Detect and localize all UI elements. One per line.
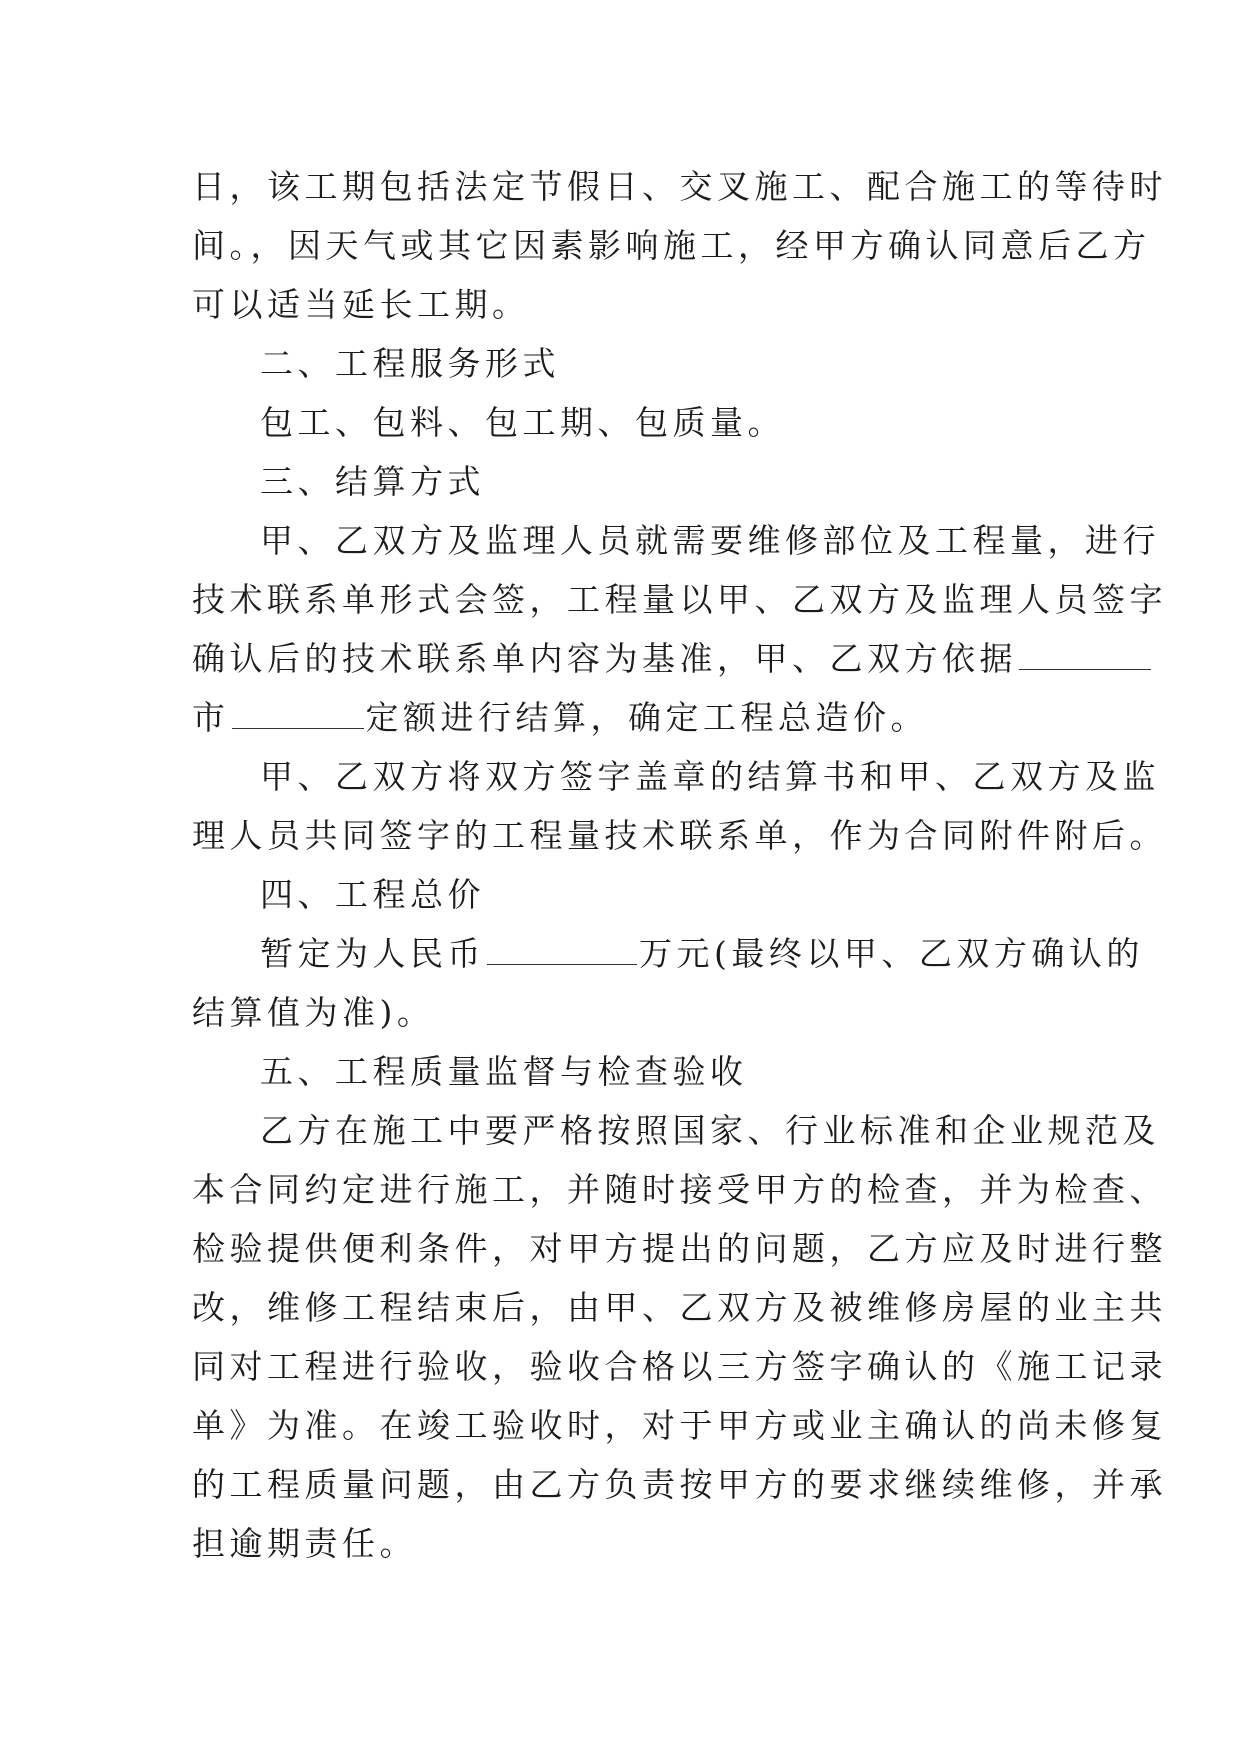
paragraph-text: 定额进行结算，确定工程总造价。 <box>365 698 928 737</box>
paragraph-line: 甲、乙双方将双方签字盖章的结算书和甲、乙双方及监 <box>260 757 1160 796</box>
paragraph-line: 日，该工期包括法定节假日、交叉施工、配合施工的等待时 <box>192 167 1167 206</box>
section-heading-service-form: 二、工程服务形式 <box>260 344 560 383</box>
paragraph-line: 本合同约定进行施工，并随时接受甲方的检查，并为检查、 <box>192 1170 1167 1209</box>
paragraph-line: 间。，因天气或其它因素影响施工，经甲方确认同意后乙方 <box>192 226 1151 265</box>
paragraph-line: 检验提供便利条件，对甲方提出的问题，乙方应及时进行整 <box>192 1229 1167 1268</box>
paragraph-line: 单》为准。在竣工验收时，对于甲方或业主确认的尚未修复 <box>192 1406 1167 1445</box>
paragraph-line: 同对工程进行验收，验收合格以三方签字确认的《施工记录 <box>192 1347 1167 1386</box>
paragraph-line: 可以适当延长工期。 <box>192 285 530 324</box>
paragraph-line: 结算值为准)。 <box>192 993 435 1032</box>
section-heading-total-price: 四、工程总价 <box>260 875 485 914</box>
paragraph-line-with-blank <box>192 924 1144 983</box>
paragraph-text: 万元(最终以甲、乙双方确认的 <box>639 934 1144 973</box>
paragraph-text: 确认后的技术联系单内容为基准，甲、乙双方依据 <box>192 639 1017 678</box>
section-heading-quality: 五、工程质量监督与检查验收 <box>260 1052 748 1091</box>
fill-in-blank <box>487 938 637 965</box>
paragraph-line: 理人员共同签字的工程量技术联系单，作为合同附件附后。 <box>192 816 1167 855</box>
paragraph-line: 改，维修工程结束后，由甲、乙双方及被维修房屋的业主共 <box>192 1288 1167 1327</box>
paragraph-line-with-blank <box>192 629 1062 688</box>
paragraph-text: 市 <box>192 698 230 737</box>
paragraph-line: 的工程质量问题，由乙方负责按甲方的要求继续维修，并承 <box>192 1465 1167 1504</box>
paragraph-line: 技术联系单形式会签，工程量以甲、乙双方及监理人员签字 <box>192 580 1167 619</box>
paragraph-line: 包工、包料、包工期、包质量。 <box>260 403 785 442</box>
paragraph-line: 乙方在施工中要严格按照国家、行业标准和企业规范及 <box>260 1111 1160 1150</box>
paragraph-text: 暂定为人民币 <box>260 934 485 973</box>
fill-in-blank <box>232 702 364 729</box>
paragraph-line: 甲、乙双方及监理人员就需要维修部位及工程量，进行 <box>260 521 1160 560</box>
paragraph-line-with-blank <box>192 688 1062 747</box>
paragraph-line: 担逾期责任。 <box>192 1524 417 1563</box>
fill-in-blank <box>1019 643 1151 670</box>
document-page <box>192 157 1167 1573</box>
section-heading-settlement: 三、结算方式 <box>260 462 485 501</box>
